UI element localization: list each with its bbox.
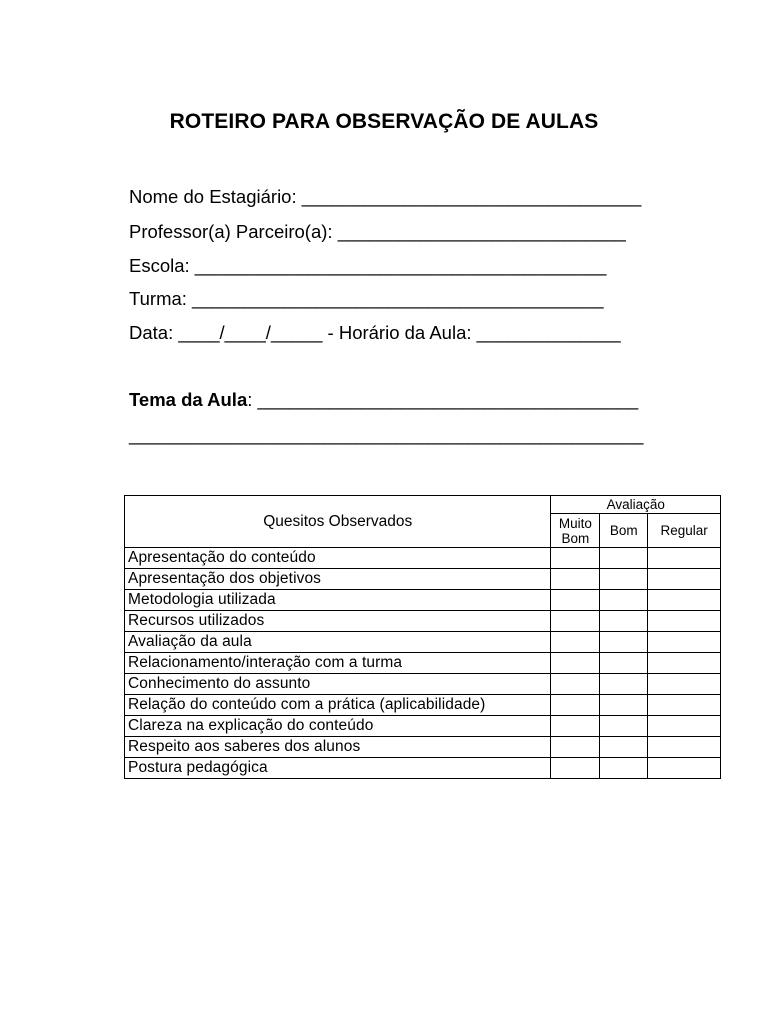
- rating-cell-bom[interactable]: [600, 548, 648, 569]
- table-row: [125, 590, 721, 611]
- header-quesitos: Quesitos Observados: [125, 496, 551, 548]
- rating-cell-regular[interactable]: [648, 653, 721, 674]
- rating-cell-bom[interactable]: [600, 632, 648, 653]
- rating-cell-bom[interactable]: [600, 611, 648, 632]
- criterion-label: Avaliação da aula: [125, 632, 551, 653]
- rating-cell-bom[interactable]: [600, 674, 648, 695]
- rating-cell-muito-bom[interactable]: [551, 548, 600, 569]
- table-row: [125, 695, 721, 716]
- rating-cell-muito-bom[interactable]: [551, 695, 600, 716]
- rating-cell-muito-bom[interactable]: [551, 737, 600, 758]
- table-row: [125, 716, 721, 737]
- rating-cell-bom[interactable]: [600, 653, 648, 674]
- rating-cell-muito-bom[interactable]: [551, 653, 600, 674]
- table-row: [125, 653, 721, 674]
- table-row: [125, 569, 721, 590]
- rating-cell-muito-bom[interactable]: [551, 590, 600, 611]
- table-row: [125, 674, 721, 695]
- page-title: ROTEIRO PARA OBSERVAÇÃO DE AULAS: [169, 110, 599, 133]
- rating-cell-bom[interactable]: [600, 590, 648, 611]
- header-avaliacao: Avaliação: [551, 496, 721, 514]
- field-tema-aula-line2[interactable]: __________________________________________________: [129, 424, 644, 445]
- field-escola[interactable]: Escola: ________________________________________: [129, 255, 607, 276]
- rating-cell-muito-bom[interactable]: [551, 716, 600, 737]
- rating-cell-regular[interactable]: [648, 758, 721, 779]
- rating-cell-muito-bom[interactable]: [551, 758, 600, 779]
- rating-cell-regular[interactable]: [648, 695, 721, 716]
- header-regular: Regular: [648, 514, 721, 548]
- rating-cell-regular[interactable]: [648, 737, 721, 758]
- criterion-label: Apresentação do conteúdo: [125, 548, 551, 569]
- field-data-horario[interactable]: Data: ____/____/_____ - Horário da Aula: ______________: [129, 322, 621, 343]
- rating-cell-regular[interactable]: [648, 590, 721, 611]
- table-row: [125, 632, 721, 653]
- criterion-label: Conhecimento do assunto: [125, 674, 551, 695]
- header-bom: Bom: [600, 514, 648, 548]
- rating-cell-bom[interactable]: [600, 569, 648, 590]
- rating-cell-bom[interactable]: [600, 758, 648, 779]
- field-professor-parceiro[interactable]: Professor(a) Parceiro(a): ____________________________: [129, 221, 626, 242]
- criterion-label: Postura pedagógica: [125, 758, 551, 779]
- criterion-label: Relação do conteúdo com a prática (aplicabilidade): [125, 695, 551, 716]
- evaluation-table: [124, 495, 721, 779]
- field-nome-estagiario[interactable]: Nome do Estagiário: _________________________________: [129, 186, 642, 207]
- rating-cell-bom[interactable]: [600, 695, 648, 716]
- rating-cell-regular[interactable]: [648, 716, 721, 737]
- tema-label: Tema da Aula: [129, 389, 248, 410]
- rating-cell-muito-bom[interactable]: [551, 674, 600, 695]
- criterion-label: Metodologia utilizada: [125, 590, 551, 611]
- field-turma[interactable]: Turma: ________________________________________: [129, 288, 604, 309]
- criterion-label: Relacionamento/interação com a turma: [125, 653, 551, 674]
- field-tema-aula[interactable]: [129, 389, 638, 411]
- rating-cell-regular[interactable]: [648, 674, 721, 695]
- criterion-label: Respeito aos saberes dos alunos: [125, 737, 551, 758]
- table-row: [125, 548, 721, 569]
- table-row: [125, 737, 721, 758]
- table-row: [125, 758, 721, 779]
- rating-cell-muito-bom[interactable]: [551, 569, 600, 590]
- criterion-label: Clareza na explicação do conteúdo: [125, 716, 551, 737]
- rating-cell-muito-bom[interactable]: [551, 611, 600, 632]
- criterion-label: Apresentação dos objetivos: [125, 569, 551, 590]
- rating-cell-regular[interactable]: [648, 548, 721, 569]
- rating-cell-regular[interactable]: [648, 632, 721, 653]
- rating-cell-regular[interactable]: [648, 611, 721, 632]
- rating-cell-bom[interactable]: [600, 716, 648, 737]
- table-row: [125, 611, 721, 632]
- header-muito-bom: Muito Bom: [551, 514, 600, 548]
- rating-cell-muito-bom[interactable]: [551, 632, 600, 653]
- rating-cell-regular[interactable]: [648, 569, 721, 590]
- criterion-label: Recursos utilizados: [125, 611, 551, 632]
- rating-cell-bom[interactable]: [600, 737, 648, 758]
- tema-blank: : _____________________________________: [247, 389, 639, 410]
